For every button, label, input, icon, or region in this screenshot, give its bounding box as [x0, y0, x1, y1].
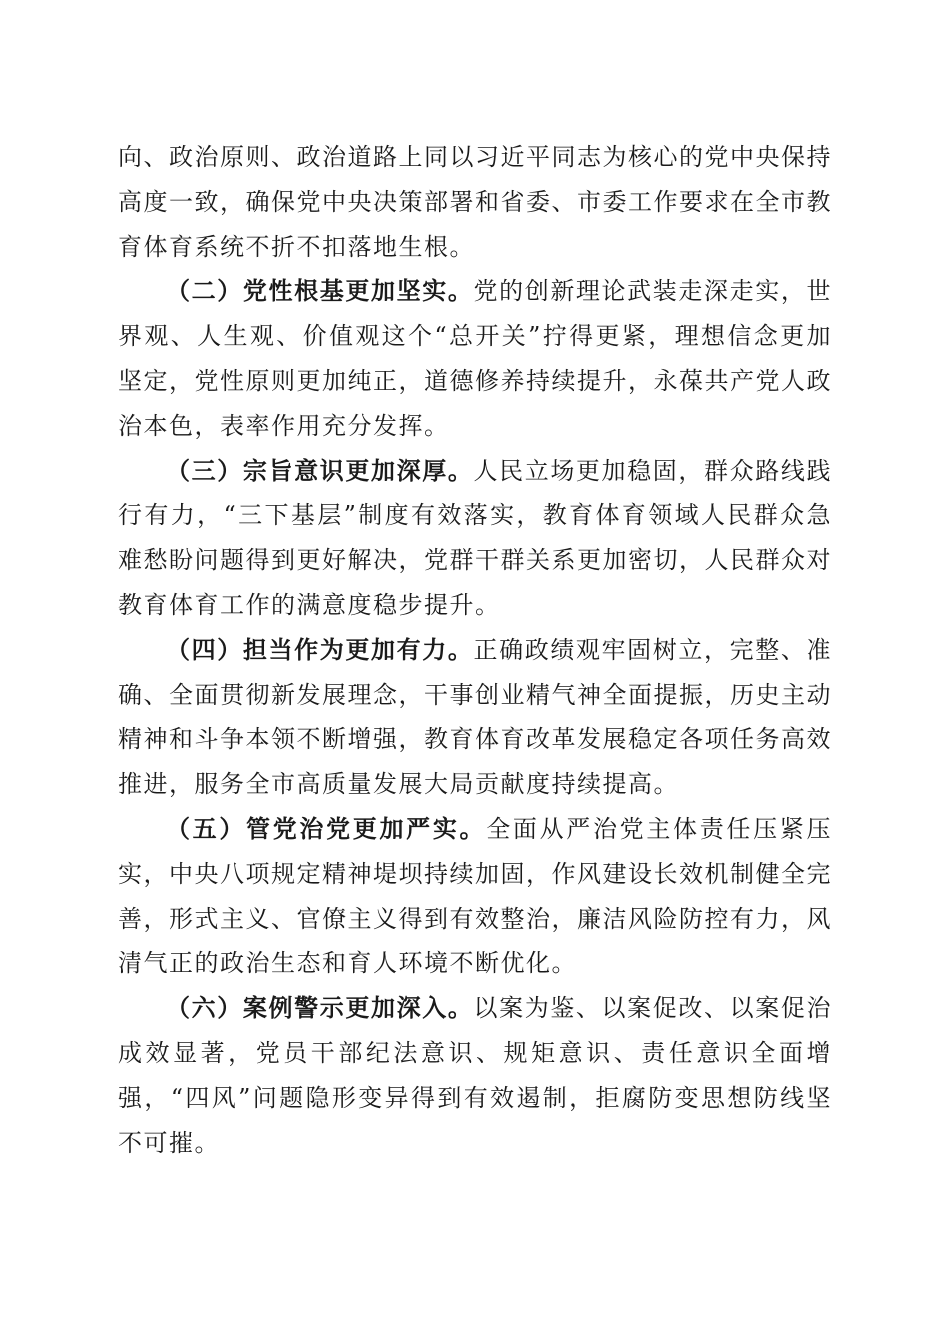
paragraph-heading: （三）宗旨意识更加深厚。: [166, 456, 474, 485]
paragraph-text: 人民立场更加稳固，群众路线践行有力，“三下基层”制度有效落实，教育体育领域人民群众急难愁盼问题得到更好解决，党群干群关系更加密切，人民群众对教育体育工作的满意度稳步提升。: [118, 456, 833, 619]
paragraph-heading: （四）担当作为更加有力。: [166, 635, 474, 664]
paragraph-heading: （五）管党治党更加严实。: [166, 814, 487, 843]
paragraph-text: 正确政绩观牢固树立，完整、准确、全面贯彻新发展理念，干事创业精气神全面提振，历史主动精神和斗争本领不断增强，教育体育改革发展稳定各项任务高效推进，服务全市高质量发展大局贡献度持续提高。: [118, 635, 833, 799]
document-body: [118, 135, 832, 1165]
paragraph-party-spirit: [118, 269, 832, 448]
paragraph-case-warning: [118, 986, 832, 1165]
paragraph-party-governance: [118, 807, 832, 986]
paragraph-text: 以案为鉴、以案促改、以案促治成效显著，党员干部纪法意识、规矩意识、责任意识全面增强，“四风”问题隐形变异得到有效遏制，拒腐防变思想防线坚不可摧。: [118, 994, 833, 1157]
paragraph-text: 向、政治原则、政治道路上同以习近平同志为核心的党中央保持高度一致，确保党中央决策部署和省委、市委工作要求在全市教育体育系统不折不扣落地生根。: [118, 143, 832, 261]
paragraph-text: 全面从严治党主体责任压紧压实，中央八项规定精神堤坝持续加固，作风建设长效机制健全完善，形式主义、官僚主义得到有效整治，廉洁风险防控有力，风清气正的政治生态和育人环境不断优化。: [118, 814, 832, 978]
paragraph-heading: （六）案例警示更加深入。: [166, 994, 474, 1023]
paragraph-purpose-awareness: [118, 449, 832, 628]
paragraph-text: 党的创新理论武装走深走实，世界观、人生观、价值观这个“总开关”拧得更紧，理想信念更加坚定，党性原则更加纯正，道德修养持续提升，永葆共产党人政治本色，表率作用充分发挥。: [118, 277, 833, 440]
paragraph-responsibility: [118, 628, 832, 807]
paragraph-heading: （二）党性根基更加坚实。: [166, 277, 474, 306]
paragraph-continuation: [118, 135, 832, 269]
